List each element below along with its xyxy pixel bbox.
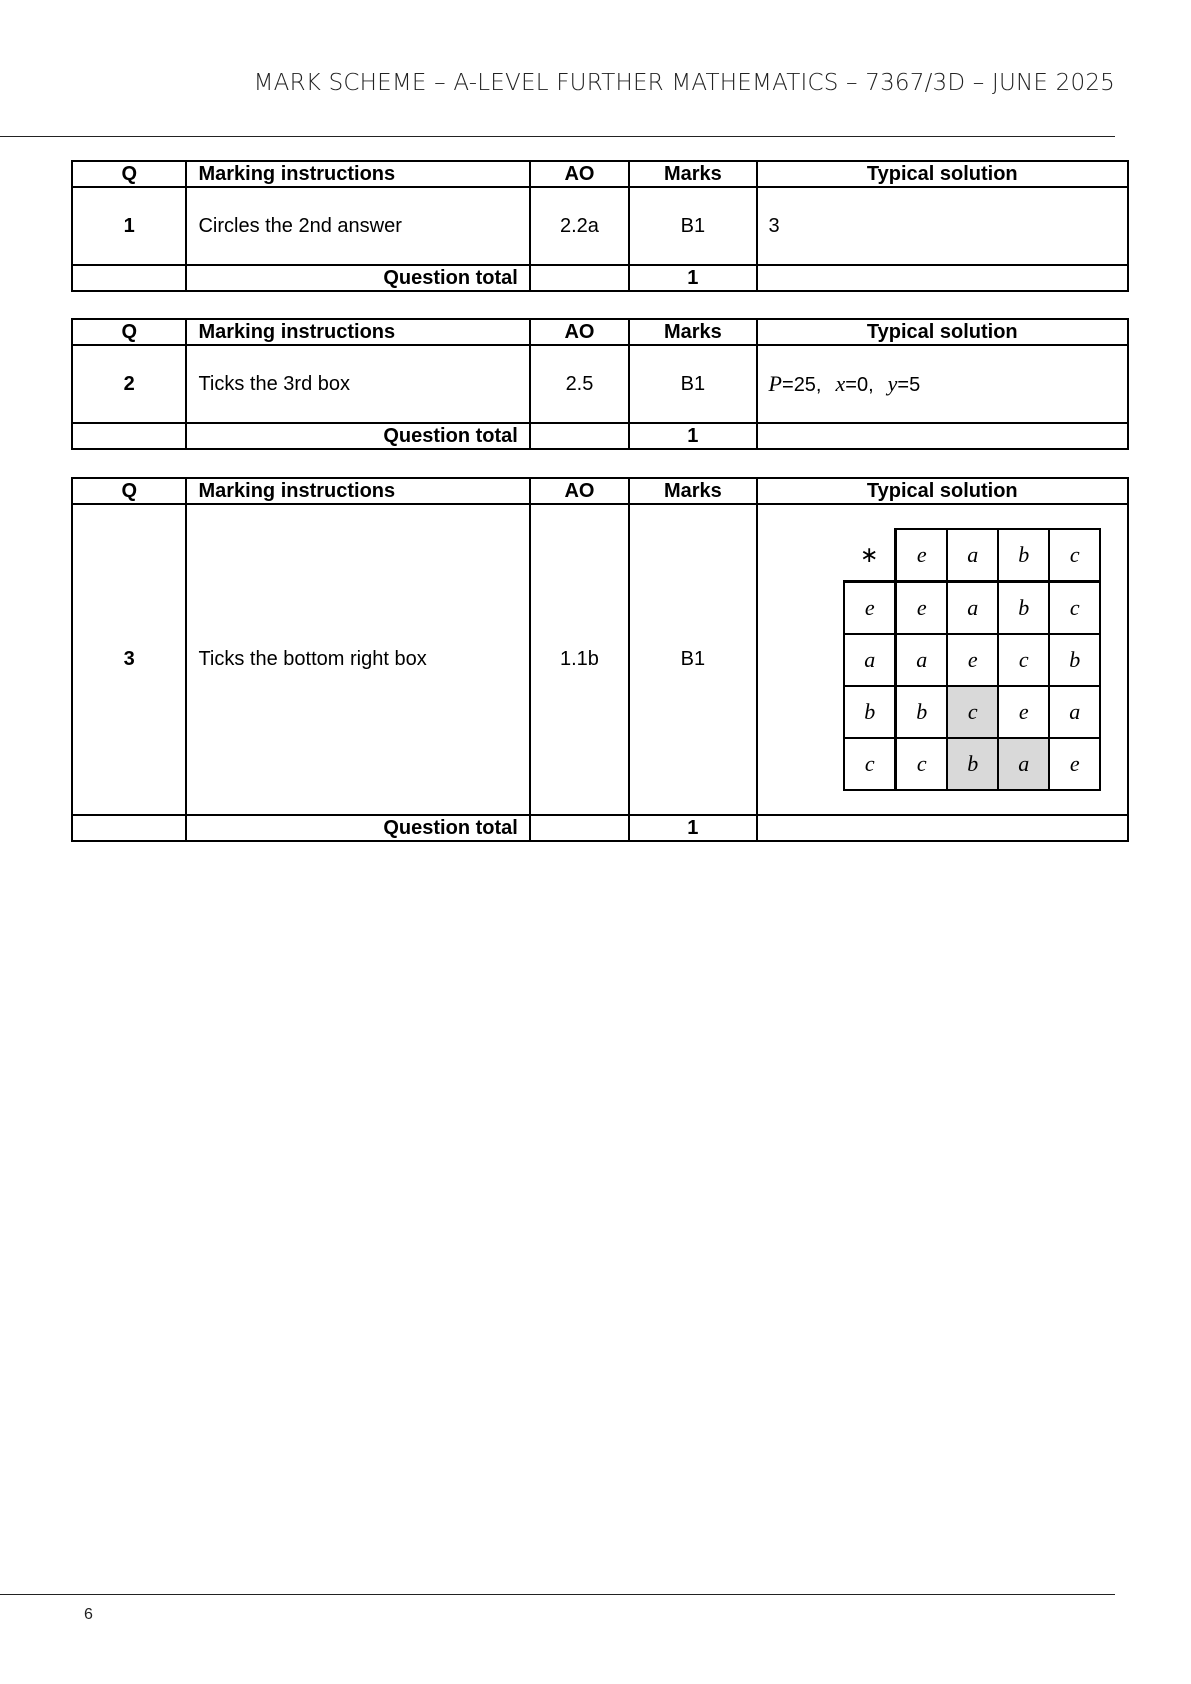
page-header: MARK SCHEME – A-LEVEL FURTHER MATHEMATICS – 7367/3D – JUNE 2025 (253, 70, 1115, 96)
cayley-cell: c (998, 634, 1049, 686)
ao-value: 1.1b (530, 504, 629, 815)
col-ao-header: AO (530, 319, 629, 345)
cayley-header-cell: a (947, 529, 998, 582)
col-instructions-header: Marking instructions (186, 478, 529, 504)
question-total-label: Question total (186, 815, 529, 841)
cayley-cell: c (1049, 582, 1100, 635)
cayley-operation-symbol: ∗ (844, 529, 896, 582)
question-total-value: 1 (629, 265, 756, 291)
cayley-header-cell: c (1049, 529, 1100, 582)
question-number: 1 (72, 187, 186, 265)
question-total-label: Question total (186, 265, 529, 291)
solution-equation: P=25, x=0, y=5 (768, 371, 921, 396)
col-ao-header: AO (530, 161, 629, 187)
question-2-table (71, 318, 1129, 450)
typical-solution: 3 (757, 187, 1128, 265)
cayley-cell: a (1049, 686, 1100, 738)
empty-cell (72, 265, 186, 291)
page-number: 6 (84, 1606, 93, 1623)
cayley-cell: b (998, 582, 1049, 635)
empty-cell (530, 815, 629, 841)
cayley-row-label: a (844, 634, 896, 686)
col-instructions-header: Marking instructions (186, 319, 529, 345)
cayley-header-cell: b (998, 529, 1049, 582)
empty-cell (72, 815, 186, 841)
cayley-cell-highlighted: b (947, 738, 998, 790)
question-number: 3 (72, 504, 186, 815)
empty-cell (757, 265, 1128, 291)
typical-solution (757, 504, 1128, 815)
question-total-row (72, 265, 1128, 291)
col-marks-header: Marks (629, 478, 756, 504)
marking-instruction: Ticks the 3rd box (186, 345, 529, 423)
header-rule (0, 136, 1115, 137)
cayley-row (844, 582, 1100, 635)
marking-instruction: Circles the 2nd answer (186, 187, 529, 265)
cayley-cell: b (896, 686, 948, 738)
cayley-row (844, 686, 1100, 738)
cayley-cell: e (1049, 738, 1100, 790)
table-header-row (72, 319, 1128, 345)
cayley-row-label: b (844, 686, 896, 738)
cayley-table (843, 528, 1101, 791)
cayley-header-row (844, 529, 1100, 582)
table-row (72, 187, 1128, 265)
cayley-cell: e (998, 686, 1049, 738)
col-q-header: Q (72, 161, 186, 187)
question-1-table (71, 160, 1129, 292)
question-total-value: 1 (629, 815, 756, 841)
marks-value: B1 (629, 504, 756, 815)
cayley-cell: a (947, 582, 998, 635)
col-q-header: Q (72, 478, 186, 504)
cayley-cell: b (1049, 634, 1100, 686)
question-total-row (72, 815, 1128, 841)
col-solution-header: Typical solution (757, 478, 1128, 504)
empty-cell (757, 423, 1128, 449)
cayley-row-label: e (844, 582, 896, 635)
col-solution-header: Typical solution (757, 161, 1128, 187)
empty-cell (530, 265, 629, 291)
empty-cell (530, 423, 629, 449)
question-3-table (71, 477, 1129, 842)
empty-cell (72, 423, 186, 449)
cayley-row (844, 738, 1100, 790)
table-header-row (72, 478, 1128, 504)
marks-value: B1 (629, 187, 756, 265)
ao-value: 2.5 (530, 345, 629, 423)
question-total-label: Question total (186, 423, 529, 449)
typical-solution (757, 345, 1128, 423)
cayley-cell: a (896, 634, 948, 686)
cayley-row (844, 634, 1100, 686)
cayley-cell: c (896, 738, 948, 790)
table-row (72, 504, 1128, 815)
marking-instruction: Ticks the bottom right box (186, 504, 529, 815)
col-ao-header: AO (530, 478, 629, 504)
col-instructions-header: Marking instructions (186, 161, 529, 187)
cayley-cell-highlighted: c (947, 686, 998, 738)
footer-rule (0, 1594, 1115, 1595)
col-marks-header: Marks (629, 319, 756, 345)
marks-value: B1 (629, 345, 756, 423)
ao-value: 2.2a (530, 187, 629, 265)
col-q-header: Q (72, 319, 186, 345)
empty-cell (757, 815, 1128, 841)
question-number: 2 (72, 345, 186, 423)
question-total-value: 1 (629, 423, 756, 449)
cayley-cell-highlighted: a (998, 738, 1049, 790)
table-row (72, 345, 1128, 423)
cayley-row-label: c (844, 738, 896, 790)
table-header-row (72, 161, 1128, 187)
cayley-cell: e (947, 634, 998, 686)
cayley-cell: e (896, 582, 948, 635)
question-total-row (72, 423, 1128, 449)
col-solution-header: Typical solution (757, 319, 1128, 345)
cayley-header-cell: e (896, 529, 948, 582)
col-marks-header: Marks (629, 161, 756, 187)
